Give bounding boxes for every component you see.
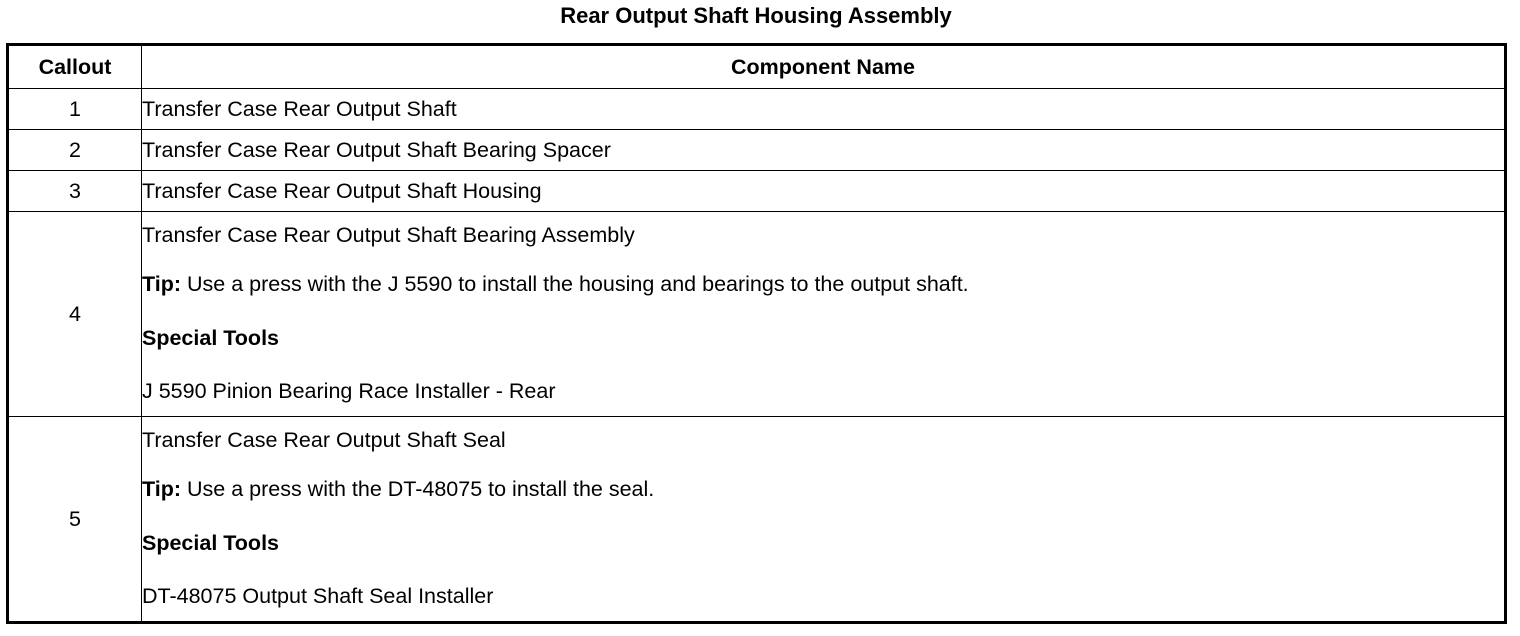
tip-note	[142, 258, 1504, 312]
component-name: Transfer Case Rear Output Shaft	[142, 89, 1506, 130]
component-name: Transfer Case Rear Output Shaft Housing	[142, 171, 1506, 212]
callout-number: 1	[8, 89, 142, 130]
tip-label: Tip:	[142, 272, 182, 296]
table-row	[8, 417, 1506, 623]
document-title: Rear Output Shaft Housing Assembly	[560, 3, 952, 28]
table-row	[8, 171, 1506, 212]
callout-number: 4	[8, 212, 142, 417]
component-name: Transfer Case Rear Output Shaft Seal	[142, 428, 506, 452]
table-row	[8, 212, 1506, 417]
callout-number: 3	[8, 171, 142, 212]
special-tool-item: DT-48075 Output Shaft Seal Installer	[142, 584, 494, 608]
table-row	[8, 89, 1506, 130]
component-name: Transfer Case Rear Output Shaft Bearing Assembly	[142, 223, 635, 247]
special-tools-heading: Special Tools	[142, 326, 279, 350]
callout-column-header: Callout	[8, 45, 142, 89]
callout-number: 2	[8, 130, 142, 171]
tip-label: Tip:	[142, 477, 182, 501]
component-name-column-header: Component Name	[142, 45, 1506, 89]
tip-text: Use a press with the J 5590 to install the housing and bearings to the output shaft.	[181, 272, 969, 296]
component-details	[142, 417, 1506, 623]
table-row	[8, 130, 1506, 171]
special-tools-heading: Special Tools	[142, 531, 279, 555]
components-table	[6, 43, 1507, 624]
table-header-row	[8, 45, 1506, 89]
component-details	[142, 212, 1506, 417]
tip-note	[142, 463, 1504, 517]
tip-text: Use a press with the DT-48075 to install the seal.	[181, 477, 655, 501]
component-name: Transfer Case Rear Output Shaft Bearing Spacer	[142, 130, 1506, 171]
special-tool-item: J 5590 Pinion Bearing Race Installer - Rear	[142, 379, 556, 403]
callout-number: 5	[8, 417, 142, 623]
